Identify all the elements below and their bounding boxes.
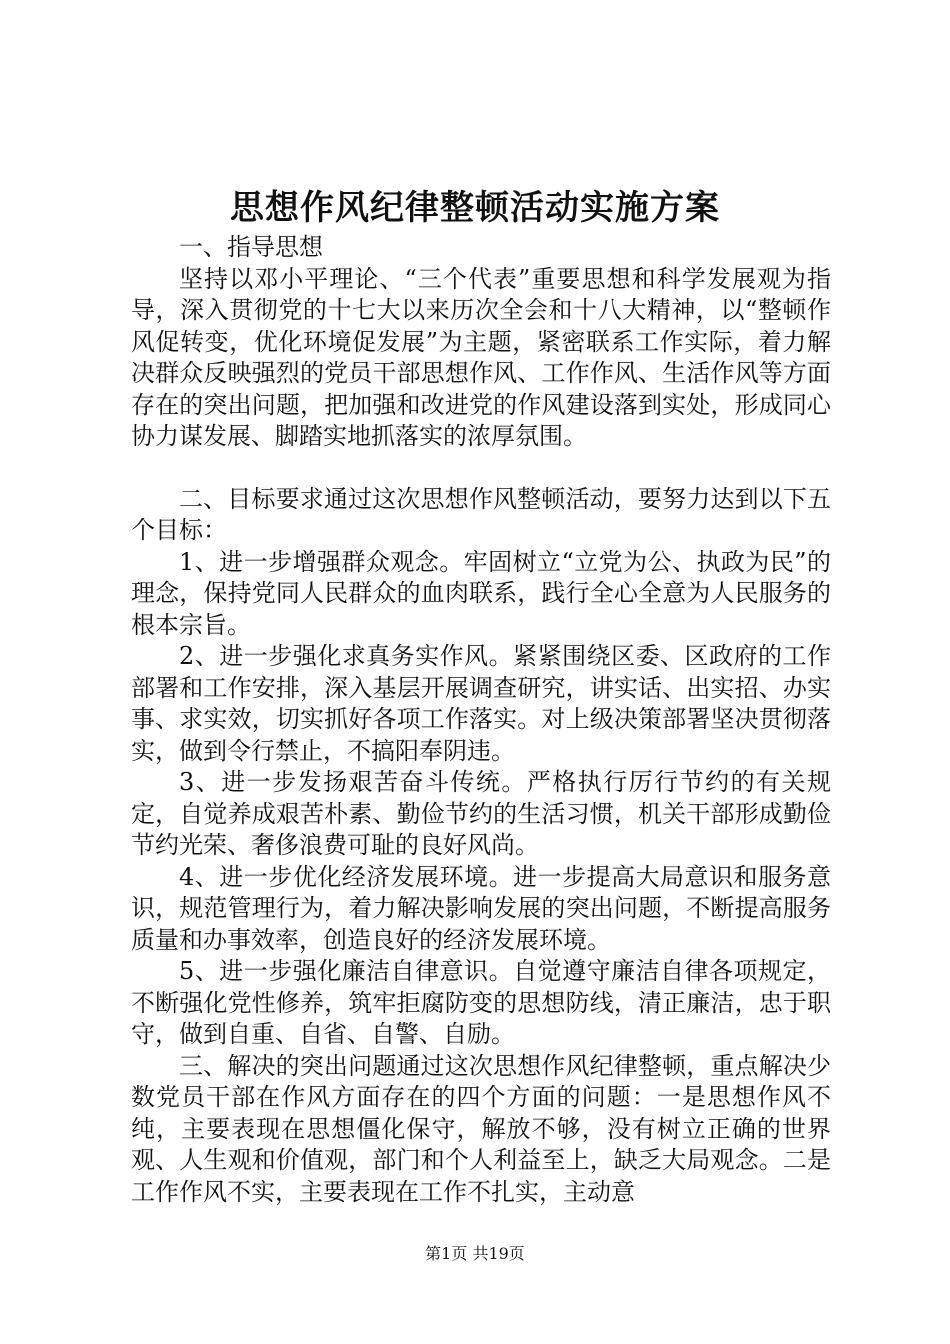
page-footer: 第1页 共19页 (425, 1244, 525, 1263)
goal-item-1: 1、进一步增强群众观念。牢固树立“立党为公、执政为民”的理念，保持党同人民群众的血肉联系，践行全心全意为人民服务的根本宗旨。 (131, 547, 831, 639)
goal-item-2: 2、进一步强化求真务实作风。紧紧围绕区委、区政府的工作部署和工作安排，深入基层开展调查研究，讲实话、出实招、办实事、求实效，切实抓好各项工作落实。对上级决策部署坚决贯彻落实，做到令行禁止，不搞阳奉阴违。 (131, 642, 831, 765)
paragraph-guiding-ideology: 坚持以邓小平理论、“三个代表”重要思想和科学发展观为指导，深入贯彻党的十七大以来历次全会和十八大精神，以“整顿作风促转变，优化环境促发展”为主题，紧密联系工作实际，着力解决群众反映强烈的党员干部思想作风、工作作风、生活作风等方面存在的突出问题，把加强和改进党的作风建设落到实处，形成同心协力谋发展、脚踏实地抓落实的浓厚氛围。 (131, 264, 831, 450)
goal-item-4: 4、进一步优化经济发展环境。进一步提高大局意识和服务意识，规范管理行为，着力解决影响发展的突出问题，不断提高服务质量和办事效率，创造良好的经济发展环境。 (131, 862, 831, 954)
goal-item-5: 5、进一步强化廉洁自律意识。自觉遵守廉洁自律各项规定，不断强化党性修养，筑牢拒腐防变的思想防线，清正廉洁，忠于职守，做到自重、自省、自警、自励。 (131, 957, 831, 1048)
goal-item-3: 3、进一步发扬艰苦奋斗传统。严格执行厉行节约的有关规定，自觉养成艰苦朴素、勤俭节约的生活习惯，机关干部形成勤俭节约光荣、奢侈浪费可耻的良好风尚。 (131, 768, 831, 859)
paragraph-spacer (131, 453, 831, 484)
section-heading-goals: 二、目标要求通过这次思想作风整顿活动，要努力达到以下五个目标： (131, 484, 831, 544)
document-title: 思想作风纪律整顿活动实施方案 (230, 188, 720, 228)
document-body (131, 232, 831, 1208)
section-problems: 三、解决的突出问题通过这次思想作风纪律整顿，重点解决少数党员干部在作风方面存在的四个方面的问题：一是思想作风不纯，主要表现在思想僵化保守，解放不够，没有树立正确的世界观、人生观和价值观，部门和个人利益至上，缺乏大局观念。二是工作作风不实，主要表现在工作不扎实，主动意 (131, 1051, 831, 1206)
section-heading-guiding-ideology: 一、指导思想 (179, 233, 323, 261)
